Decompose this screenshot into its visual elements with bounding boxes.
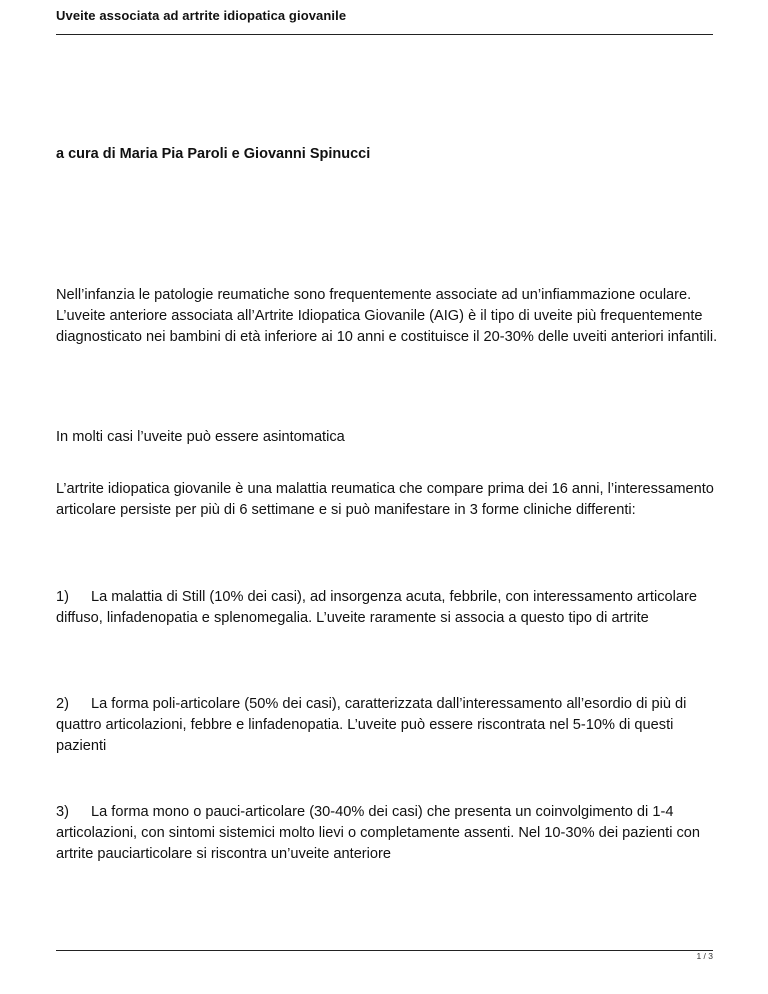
definition-paragraph: L’artrite idiopatica giovanile è una malattia reumatica che compare prima dei 16 anni, l’interessamento articolare persiste per più di 6 settimane e si può manifestare in 3 forme cliniche differenti: xyxy=(56,481,714,518)
form-number: 3) xyxy=(56,804,69,820)
page-number: 1 / 3 xyxy=(696,951,713,961)
form-item-3 xyxy=(56,802,726,865)
header-divider xyxy=(56,34,713,35)
form-text: La forma poli-articolare (50% dei casi), caratterizzata dall’interessamento all’esordio di più di quattro articolazioni, febbre e linfadenopatia. L’uveite può essere riscontrata nel 5-10% di questi pazienti xyxy=(56,696,687,754)
form-number: 1) xyxy=(56,589,69,605)
form-item-1 xyxy=(56,587,726,629)
asymptomatic-paragraph: In molti casi l’uveite può essere asintomatica xyxy=(56,429,345,445)
intro-paragraph: Nell’infanzia le patologie reumatiche sono frequentemente associate ad un’infiammazione oculare. L’uveite anteriore associata all’Artrite Idiopatica Giovanile (AIG) è il tipo di uveite più frequentemente diagnosticato nei bambini di età inferiore ai 10 anni e costituisce il 20-30% delle uveiti anteriori infantili. xyxy=(56,287,718,345)
footer-divider xyxy=(56,950,713,951)
form-text: La forma mono o pauci-articolare (30-40% dei casi) che presenta un coinvolgimento di 1-4 articolazioni, con sintomi sistemici molto lievi o completamente assenti. Nel 10-30% dei pazienti con artrite pauciarticolare si riscontra un’uveite anteriore xyxy=(56,804,701,862)
form-item-2 xyxy=(56,694,726,757)
document-title: Uveite associata ad artrite idiopatica giovanile xyxy=(56,8,347,23)
authors-line: a cura di Maria Pia Paroli e Giovanni Spinucci xyxy=(56,146,371,162)
form-number: 2) xyxy=(56,696,69,712)
form-text: La malattia di Still (10% dei casi), ad insorgenza acuta, febbrile, con interessamento articolare diffuso, linfadenopatia e splenomegalia. L’uveite raramente si associa a questo tipo di artrite xyxy=(56,589,697,626)
